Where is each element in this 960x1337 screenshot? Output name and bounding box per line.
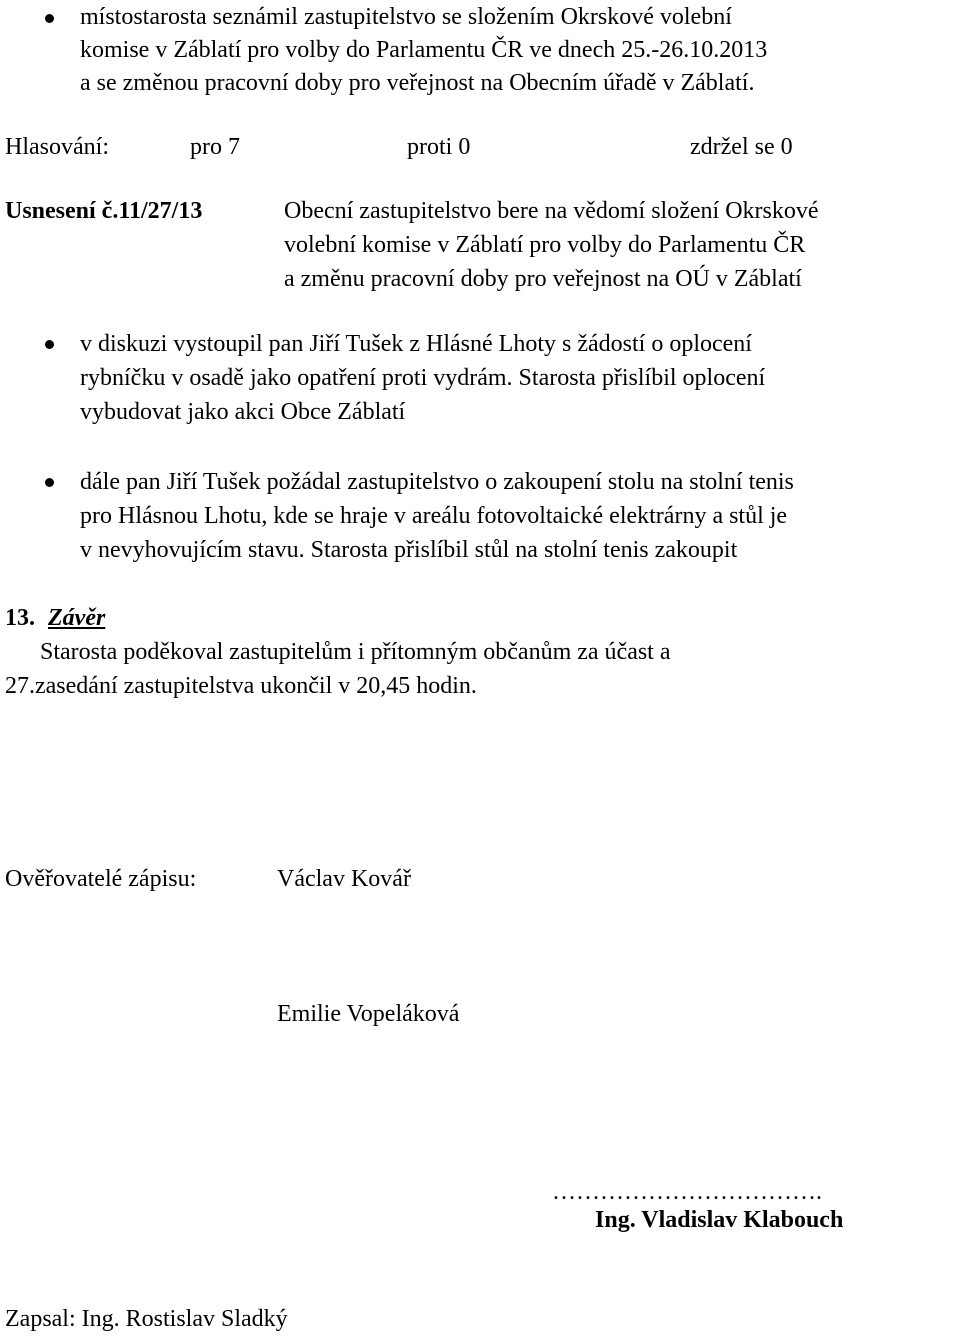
paragraph-line: komise v Záblatí pro volby do Parlamentu ČR ve dnech 25.-26.10.2013 [80,37,768,63]
paragraph-line: pro Hlásnou Lhotu, kde se hraje v areálu fotovoltaické elektrárny a stůl je [80,503,788,529]
paragraph-line: a se změnou pracovní doby pro veřejnost na Obecním úřadě v Záblatí. [80,70,755,96]
section-line: 27.zasedání zastupitelstva ukončil v 20,45 hodin. [5,673,477,699]
paragraph-line: rybníčku v osadě jako opatření proti vydrám. Starosta přislíbil oplocení [80,365,766,391]
paragraph-line: místostarosta seznámil zastupitelstvo se složením Okrskové volební [80,4,732,30]
vote-label: Hlasování: [5,134,109,160]
bullet-icon [45,14,54,23]
paragraph-line: vybudovat jako akci Obce Záblatí [80,399,406,425]
recorder-text: Zapsal: Ing. Rostislav Sladký [5,1306,288,1332]
verifiers-label: Ověřovatelé zápisu: [5,866,197,892]
section-number: 13. [5,605,35,631]
verifier-name: Václav Kovář [277,866,411,892]
signature-name: Ing. Vladislav Klabouch [595,1207,844,1233]
verifier-name: Emilie Vopeláková [277,1001,460,1027]
paragraph-line: v nevyhovujícím stavu. Starosta přislíbil stůl na stolní tenis zakoupit [80,537,738,563]
resolution-label: Usnesení č.11/27/13 [5,198,203,224]
section-title: Závěr [48,605,106,631]
paragraph-line: dále pan Jiří Tušek požádal zastupitelstvo o zakoupení stolu na stolní tenis [80,469,794,495]
resolution-line: a změnu pracovní doby pro veřejnost na OÚ v Záblatí [284,266,802,292]
resolution-line: volební komise v Záblatí pro volby do Parlamentu ČR [284,232,806,258]
vote-abstain: zdržel se 0 [690,134,793,160]
bullet-icon [45,340,54,349]
resolution-line: Obecní zastupitelstvo bere na vědomí složení Okrskové [284,198,819,224]
bullet-icon [45,478,54,487]
paragraph-line: v diskuzi vystoupil pan Jiří Tušek z Hlásné Lhoty s žádostí o oplocení [80,331,752,357]
vote-against: proti 0 [407,134,471,160]
section-line: Starosta poděkoval zastupitelům i přítomným občanům za účast a [40,639,671,665]
signature-dots: ……………………………. [552,1179,822,1205]
vote-for: pro 7 [190,134,240,160]
